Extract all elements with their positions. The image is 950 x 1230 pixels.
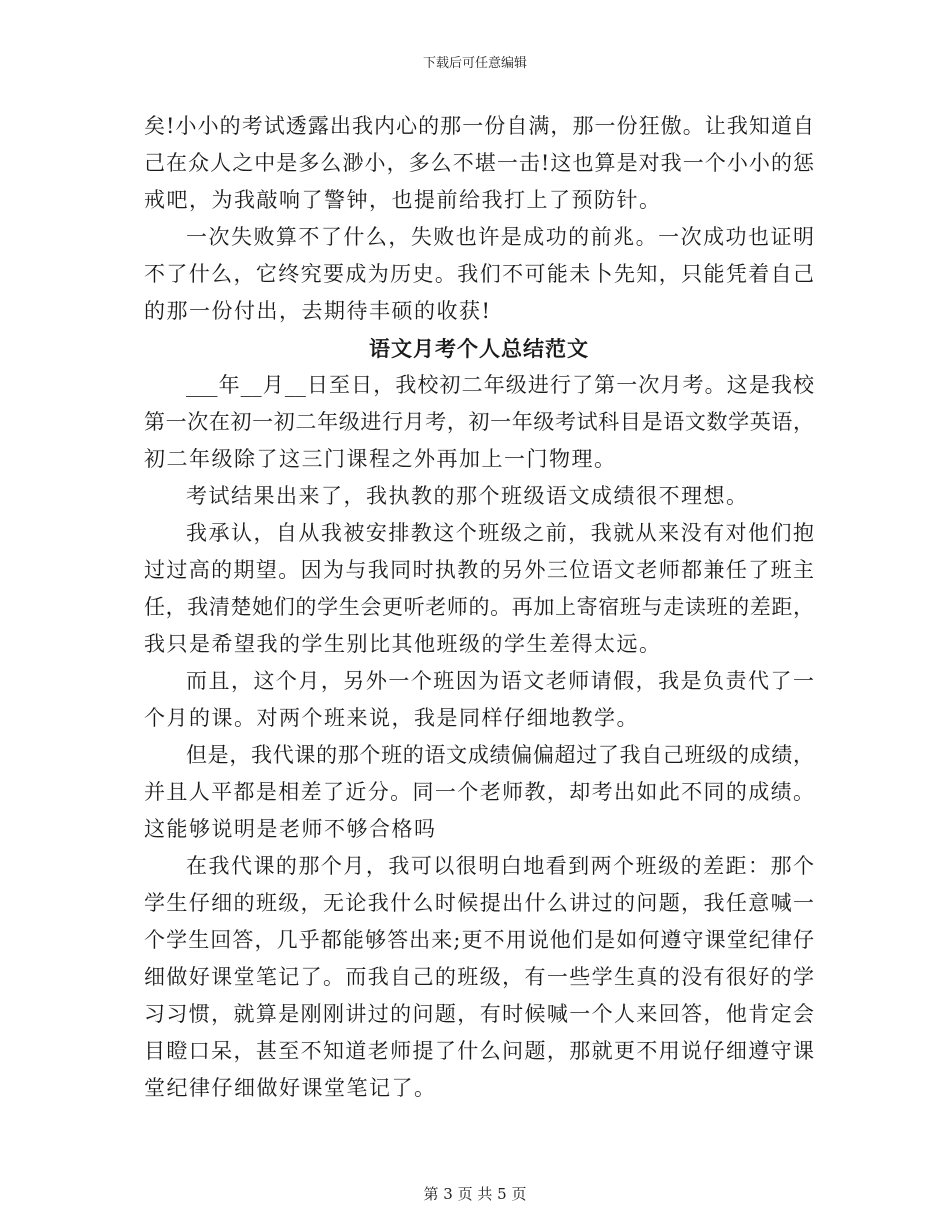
document-body [144, 108, 814, 1107]
text-line: 细做好课堂笔记了。而我自己的班级，有一些学生真的没有很好的学 [144, 965, 814, 989]
text-line: 己在众人之中是多么渺小，多么不堪一击!这也算是对我一个小小的惩 [144, 151, 814, 175]
text-line: 个月的课。对两个班来说，我是同样仔细地教学。 [144, 706, 639, 730]
text-line: 我承认，自从我被安排教这个班级之前，我就从来没有对他们抱 [186, 521, 814, 545]
text-line: 任，我清楚她们的学生会更听老师的。再加上寄宿班与走读班的差距， [144, 595, 814, 619]
text-line: 不了什么，它终究要成为历史。我们不可能未卜先知，只能凭着自己 [144, 262, 814, 286]
text-line: 习习惯，就算是刚刚讲过的问题，有时候喊一个人来回答，他肯定会 [144, 1002, 814, 1026]
text-line: 堂纪律仔细做好课堂笔记了。 [144, 1076, 437, 1100]
text-line: 第一次在初一初二年级进行月考，初一年级考试科目是语文数学英语， [144, 410, 814, 434]
text-line: 而且，这个月，另外一个班因为语文老师请假，我是负责代了一 [186, 669, 814, 693]
text-line: 一次失败算不了什么，失败也许是成功的前兆。一次成功也证明 [186, 225, 814, 249]
text-line: 的那一份付出，去期待丰硕的收获! [144, 299, 492, 323]
paragraph-block-top [144, 108, 814, 330]
text-line: 初二年级除了这三门课程之外再加上一门物理。 [144, 447, 617, 471]
text-line: 这能够说明是老师不够合格吗 [144, 817, 437, 841]
text-line: 学生仔细的班级，无论我什么时候提出什么讲过的问题，我任意喊一 [144, 891, 814, 915]
section-title: 语文月考个人总结范文 [369, 336, 589, 361]
text-line: 但是，我代课的那个班的语文成绩偏偏超过了我自己班级的成绩， [186, 743, 814, 767]
text-line: 戒吧，为我敲响了警钟，也提前给我打上了预防针。 [144, 188, 662, 212]
text-line: 在我代课的那个月，我可以很明白地看到两个班级的差距：那个 [186, 854, 814, 878]
paragraph-block-bottom [144, 367, 814, 1107]
text-line: 过过高的期望。因为与我同时执教的另外三位语文老师都兼任了班主 [144, 558, 814, 582]
text-line: 并且人平都是相差了近分。同一个老师教，却考出如此不同的成绩。 [144, 780, 814, 804]
text-line: ___年__月__日至日，我校初二年级进行了第一次月考。这是我校 [186, 373, 814, 397]
text-line: 矣!小小的考试透露出我内心的那一份自满，那一份狂傲。让我知道自 [144, 114, 814, 138]
text-line: 个学生回答，几乎都能够答出来;更不用说他们是如何遵守课堂纪律仔 [144, 928, 814, 952]
text-line: 考试结果出来了，我执教的那个班级语文成绩很不理想。 [186, 484, 749, 508]
page-number: 第 3 页 共 5 页 [423, 1185, 527, 1203]
page-header: 下载后可任意编辑 [422, 56, 527, 71]
text-line: 我只是希望我的学生别比其他班级的学生差得太远。 [144, 632, 662, 656]
text-line: 目瞪口呆，甚至不知道老师提了什么问题，那就更不用说仔细遵守课 [144, 1039, 814, 1063]
